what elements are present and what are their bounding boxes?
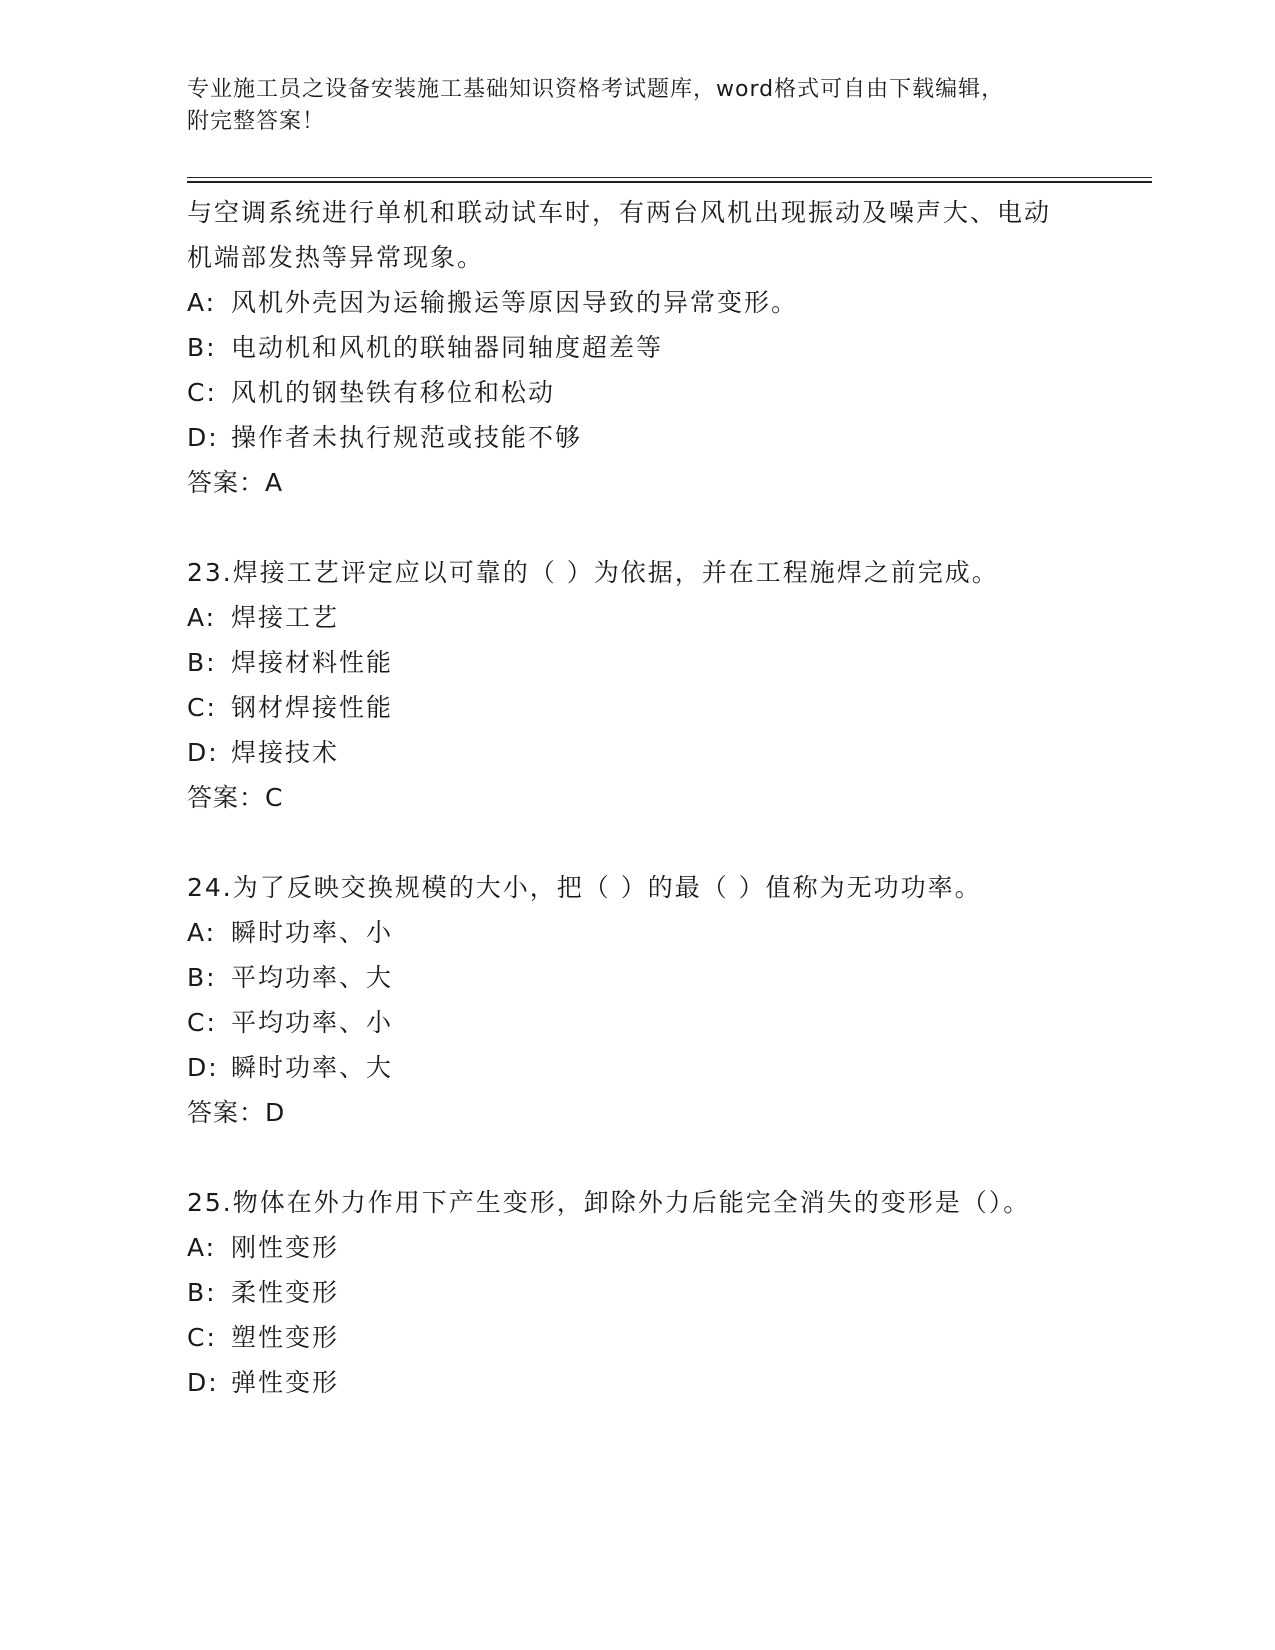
option-a (187, 1225, 1067, 1270)
option-text: 刚性变形 (231, 1233, 340, 1262)
option-c (187, 370, 1067, 415)
option-text: 瞬时功率、大 (231, 1053, 394, 1082)
option-text: 钢材焊接性能 (231, 693, 394, 722)
question-text: 25.物体在外力作用下产生变形，卸除外力后能完全消失的变形是（）。 (187, 1188, 1031, 1217)
option-text: 弹性变形 (231, 1368, 340, 1397)
option-c (187, 1000, 1067, 1045)
option-b (187, 325, 1067, 370)
option-text: 风机外壳因为运输搬运等原因导致的异常变形。 (231, 288, 799, 317)
option-text: 操作者未执行规范或技能不够 (231, 423, 583, 452)
option-key: C: (187, 1323, 217, 1352)
question-23 (187, 550, 1067, 820)
option-text: 焊接技术 (231, 738, 340, 767)
option-text: 瞬时功率、小 (231, 918, 394, 947)
option-d (187, 1045, 1067, 1090)
option-key: B: (187, 333, 217, 362)
option-key: A: (187, 1233, 217, 1262)
option-key: D: (187, 1053, 219, 1082)
option-key: D: (187, 1368, 219, 1397)
header-line-1: 专业施工员之设备安装施工基础知识资格考试题库，word格式可自由下载编辑， (187, 77, 1005, 102)
question-text: 24.为了反映交换规模的大小，把（ ）的最（ ）值称为无功功率。 (187, 873, 982, 902)
option-b (187, 955, 1067, 1000)
header-divider (187, 177, 1152, 183)
option-b (187, 1270, 1067, 1315)
option-key: B: (187, 963, 217, 992)
page-header (187, 74, 1067, 138)
option-text: 塑性变形 (231, 1323, 340, 1352)
header-line-2: 附完整答案！ (187, 109, 326, 134)
question-text: 23.焊接工艺评定应以可靠的（ ）为依据，并在工程施焊之前完成。 (187, 558, 999, 587)
option-key: B: (187, 1278, 217, 1307)
option-text: 平均功率、大 (231, 963, 394, 992)
option-text: 柔性变形 (231, 1278, 340, 1307)
question-25 (187, 1180, 1067, 1405)
option-d (187, 730, 1067, 775)
question-24 (187, 865, 1067, 1135)
option-key: C: (187, 1008, 217, 1037)
option-d (187, 1360, 1067, 1405)
answer-line: 答案：C (187, 783, 284, 812)
option-text: 电动机和风机的联轴器同轴度超差等 (231, 333, 664, 362)
option-key: D: (187, 738, 219, 767)
option-b (187, 640, 1067, 685)
question-text: 与空调系统进行单机和联动试车时，有两台风机出现振动及噪声大、电动机端部发热等异常现象。 (187, 198, 1052, 272)
option-text: 风机的钢垫铁有移位和松动 (231, 378, 556, 407)
question-list (187, 190, 1067, 1405)
option-text: 平均功率、小 (231, 1008, 394, 1037)
answer-line: 答案：A (187, 468, 284, 497)
option-key: C: (187, 378, 217, 407)
option-c (187, 1315, 1067, 1360)
option-a (187, 280, 1067, 325)
option-key: D: (187, 423, 219, 452)
option-key: B: (187, 648, 217, 677)
option-key: C: (187, 693, 217, 722)
option-d (187, 415, 1067, 460)
option-key: A: (187, 918, 217, 947)
question-22 (187, 190, 1067, 505)
option-text: 焊接材料性能 (231, 648, 394, 677)
option-a (187, 595, 1067, 640)
option-key: A: (187, 603, 217, 632)
option-key: A: (187, 288, 217, 317)
option-a (187, 910, 1067, 955)
option-c (187, 685, 1067, 730)
answer-line: 答案：D (187, 1098, 286, 1127)
option-text: 焊接工艺 (231, 603, 340, 632)
